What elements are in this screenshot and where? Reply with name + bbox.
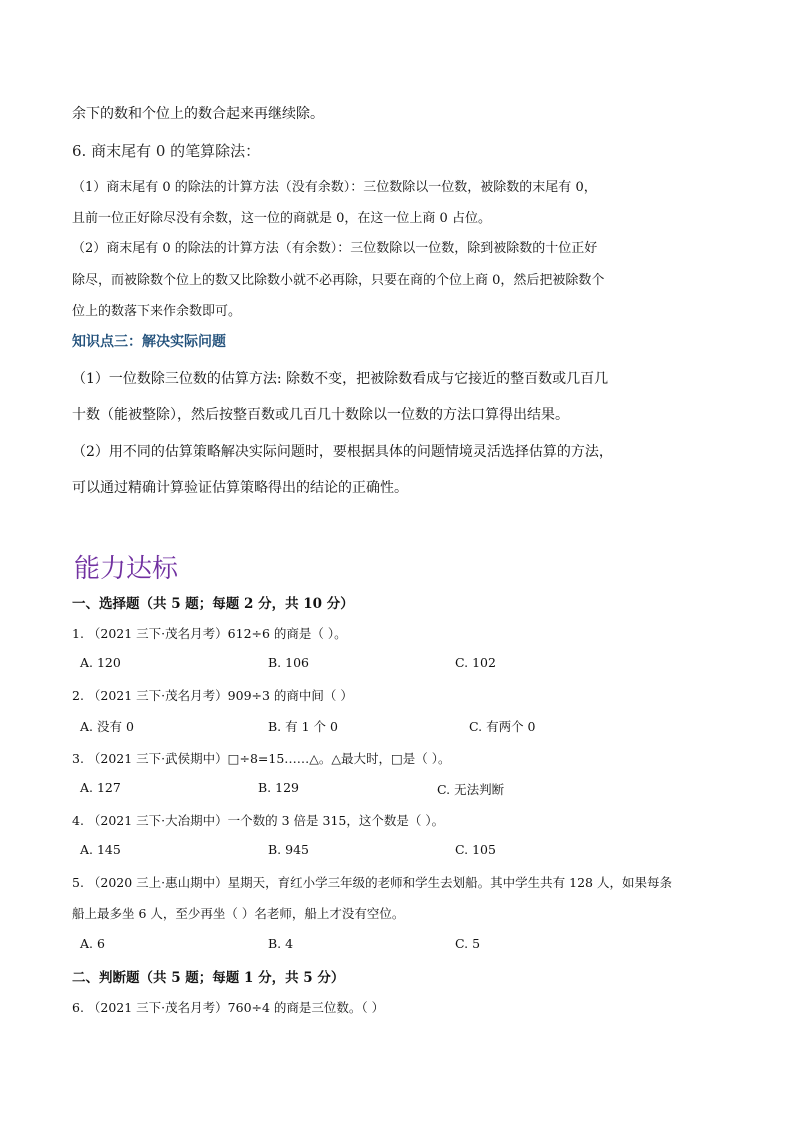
kp3-p2-line1: （2）用不同的估算策略解决实际问题时，要根据具体的问题情境灵活选择估算的方法， (72, 444, 613, 460)
q4-option-b: B. 945 (268, 842, 309, 857)
part1-header: 一、选择题（共 5 题；每题 2 分，共 10 分） (72, 596, 354, 612)
part2-header: 二、判断题（共 5 题；每题 1 分，共 5 分） (72, 970, 345, 986)
question-5-line2: 船上最多坐 6 人，至少再坐（ ）名老师，船上才没有空位。 (72, 906, 405, 921)
knowledge-point-3-title: 知识点三：解决实际问题 (72, 334, 226, 350)
q5-option-a: A. 6 (80, 936, 105, 951)
q5-option-c: C. 5 (455, 936, 481, 951)
q3-option-c: C. 无法判断 (437, 782, 505, 797)
question-4: 4. （2021 三下·大冶期中）一个数的 3 倍是 315，这个数是（ ）。 (72, 813, 445, 828)
question-3: 3. （2021 三下·武侯期中）□÷8=15……△。△最大时，□是（ ）。 (72, 751, 451, 766)
q2-option-c: C. 有两个 0 (469, 719, 536, 734)
item6-heading: 6. 商末尾有 0 的笔算除法： (72, 142, 261, 160)
q4-option-a: A. 145 (80, 842, 121, 857)
intro-line: 余下的数和个位上的数合起来再继续除。 (72, 106, 324, 122)
question-5-line1: 5. （2020 三上·惠山期中）星期天，育红小学三年级的老师和学生去划船。其中学生共有 128 人，如果每条 (72, 875, 672, 890)
item6-p2-line3: 位上的数落下来作余数即可。 (72, 304, 242, 319)
q1-option-a: A. 120 (80, 655, 121, 670)
question-1: 1. （2021 三下·茂名月考）612÷6 的商是（ ）。 (72, 626, 347, 641)
question-2: 2. （2021 三下·茂名月考）909÷3 的商中间（ ） (72, 688, 353, 703)
kp3-p1-line2: 十数（能被整除），然后按整百数或几百几十数除以一位数的方法口算得出结果。 (72, 407, 569, 423)
question-6: 6. （2021 三下·茂名月考）760÷4 的商是三位数。（ ） (72, 1000, 385, 1015)
q2-option-a: A. 没有 0 (80, 719, 134, 734)
item6-p2-line2: 除尽，而被除数个位上的数又比除数小就不必再除，只要在商的个位上商 0，然后把被除数个 (72, 273, 605, 288)
item6-p1-line2: 且前一位正好除尽没有余数，这一位的商就是 0，在这一位上商 0 占位。 (72, 211, 491, 226)
q5-option-b: B. 4 (268, 936, 294, 951)
kp3-p2-line2: 可以通过精确计算验证估算策略得出的结论的正确性。 (72, 480, 408, 496)
q1-option-b: B. 106 (268, 655, 309, 670)
q3-option-b: B. 129 (258, 780, 299, 795)
item6-p1-line1: （1）商末尾有 0 的除法的计算方法（没有余数）：三位数除以一位数，被除数的末尾有 0， (72, 180, 597, 195)
q4-option-c: C. 105 (455, 842, 496, 857)
q1-option-c: C. 102 (455, 655, 496, 670)
kp3-p1-line1: （1）一位数除三位数的估算方法: 除数不变，把被除数看成与它接近的整百数或几百几 (72, 371, 609, 387)
q2-option-b: B. 有 1 个 0 (268, 719, 338, 734)
q3-option-a: A. 127 (80, 780, 121, 795)
item6-p2-line1: （2）商末尾有 0 的除法的计算方法（有余数）：三位数除以一位数，除到被除数的十位正好 (72, 241, 598, 256)
section-title: 能力达标 (74, 554, 179, 584)
